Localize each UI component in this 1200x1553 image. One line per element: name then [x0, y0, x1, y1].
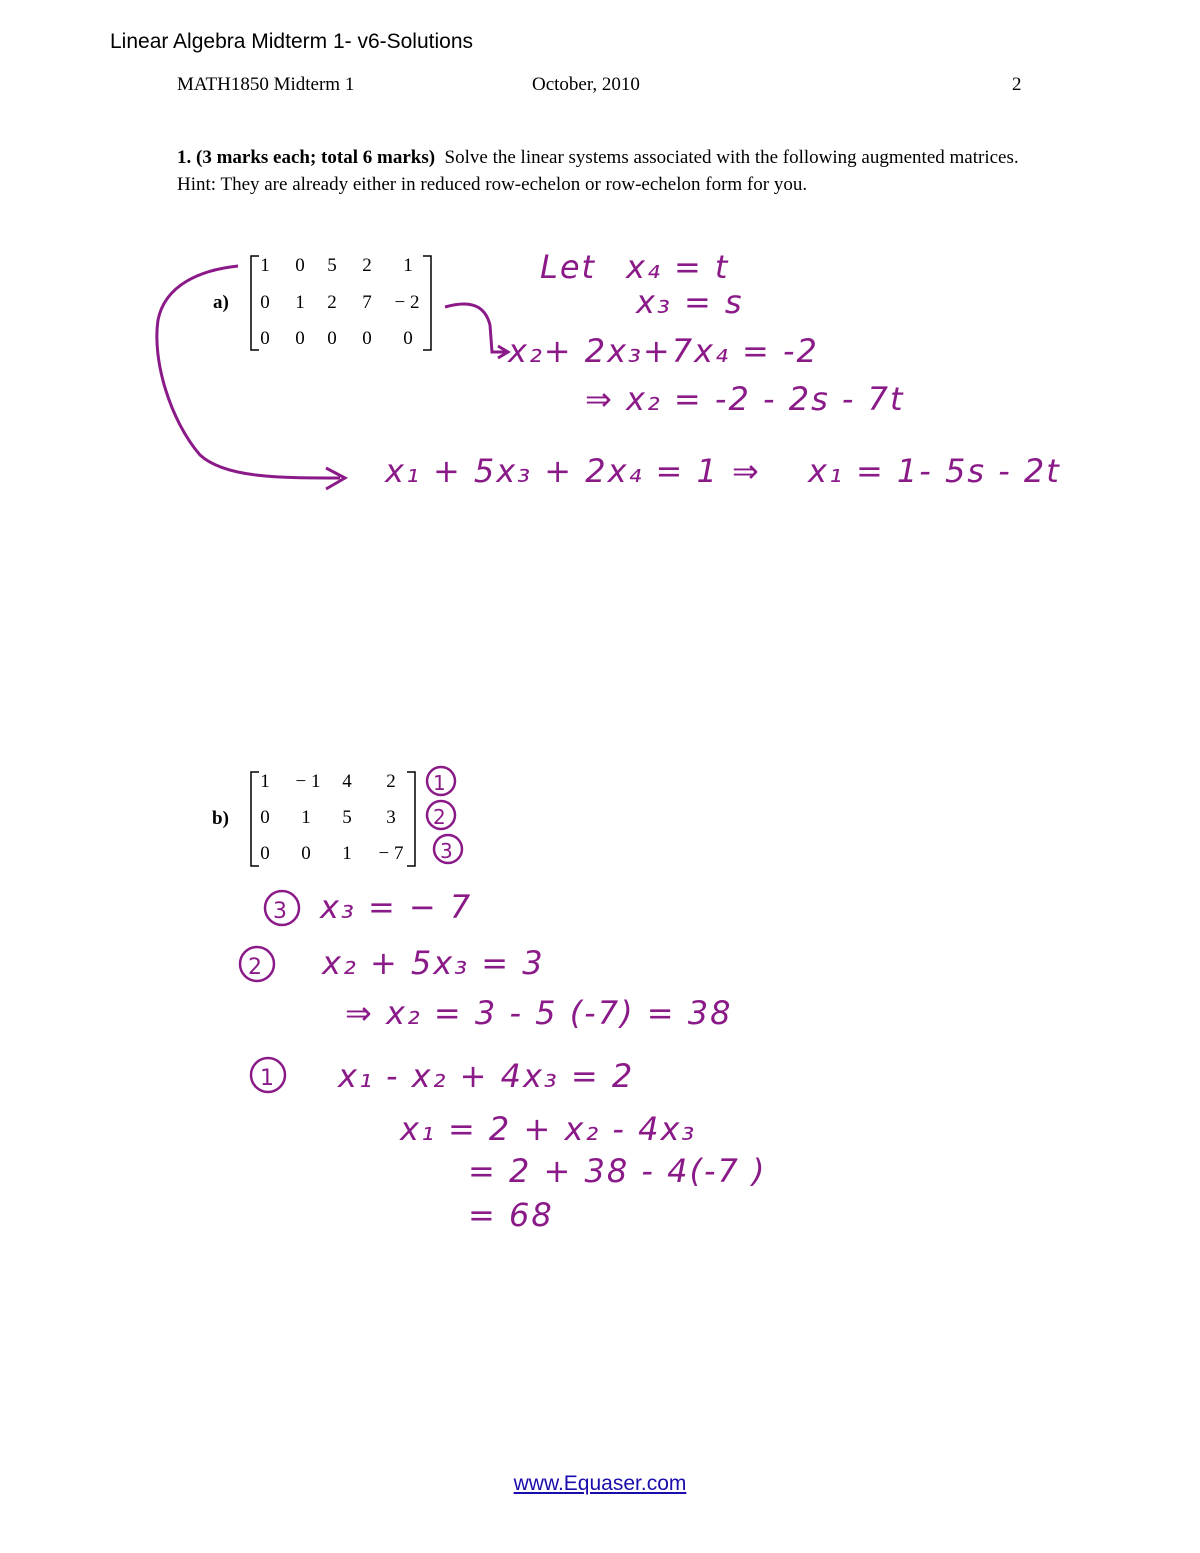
hw-row2-equation-b: x₂ + 5x₃ = 3 — [322, 944, 545, 982]
hw-x2-solution: ⇒ x₂ = -2 - 2s - 7t — [585, 380, 905, 418]
matrix-cell: 1 — [301, 807, 311, 828]
matrix-cell: 2 — [386, 771, 396, 792]
matrix-cell: 1 — [295, 292, 305, 313]
matrix-cell: 1 — [342, 843, 352, 864]
question-number: 1. — [177, 147, 192, 168]
hw-x1-solution: x₁ = 1- 5s - 2t — [808, 452, 1061, 490]
matrix-cell: 0 — [260, 807, 270, 828]
matrix-cell: 5 — [342, 807, 352, 828]
hw-row2-equation: x₂+ 2x₃+7x₄ = -2 — [508, 332, 819, 370]
course-header: MATH1850 Midterm 1 — [177, 74, 355, 95]
row-marker-label: 1 — [433, 771, 448, 795]
matrix-cell: 2 — [362, 255, 372, 276]
part-a-label: a) — [213, 292, 229, 313]
matrix-cell: 0 — [362, 328, 372, 349]
matrix-cell: 1 — [260, 255, 270, 276]
row-marker-label: 2 — [433, 805, 448, 829]
matrix-cell: 7 — [362, 292, 372, 313]
hw-x1-substitution: = 2 + 38 - 4(-7 ) — [468, 1152, 767, 1190]
question-marks: (3 marks each; total 6 marks) — [196, 147, 436, 168]
hw-x2-value: ⇒ x₂ = 3 - 5 (-7) = 38 — [345, 994, 733, 1032]
hw-x4-eq-t: x₄ = t — [626, 248, 730, 286]
matrix-cell: 0 — [260, 843, 270, 864]
hw-let: Let — [540, 248, 597, 286]
document-title: Linear Algebra Midterm 1- v6-Solutions — [110, 30, 474, 53]
matrix-cell: 0 — [327, 328, 337, 349]
matrix-cell: 2 — [327, 292, 337, 313]
matrix-cell: − 2 — [394, 292, 420, 313]
footer-website-link[interactable]: www.Equaser.com — [513, 1472, 687, 1495]
loop-arrow-icon — [157, 266, 340, 478]
row-marker-label: 3 — [440, 839, 455, 863]
matrix-cell: 0 — [301, 843, 311, 864]
matrix-cell: 4 — [342, 771, 352, 792]
hw-row1-equation: x₁ + 5x₃ + 2x₄ = 1 — [385, 452, 719, 490]
hw-implies: ⇒ — [732, 452, 761, 490]
hw-x3-eq-s: x₃ = s — [636, 283, 744, 321]
matrix-cell: 0 — [295, 255, 305, 276]
matrix-cell: 0 — [260, 328, 270, 349]
question-text: Solve the linear systems associated with the following augmented matrices. Hint: They are already either in reduced row-echelon or row-echelon form for you. — [177, 147, 1019, 195]
step-marker-label: 3 — [273, 899, 289, 924]
step-marker-label: 2 — [248, 955, 264, 980]
matrix-cell: 0 — [403, 328, 413, 349]
matrix-cell: 1 — [260, 771, 270, 792]
matrix-cell: 0 — [295, 328, 305, 349]
hw-x1-expression: x₁ = 2 + x₂ - 4x₃ — [400, 1110, 697, 1148]
matrix-cell: 1 — [403, 255, 413, 276]
bent-arrow-icon — [445, 304, 505, 352]
matrix-cell: 3 — [386, 807, 396, 828]
step-marker-label: 1 — [260, 1066, 276, 1091]
page-number: 2 — [1012, 74, 1022, 95]
part-b-label: b) — [212, 808, 229, 829]
date-header: October, 2010 — [532, 74, 640, 95]
hw-row1-equation-b: x₁ - x₂ + 4x₃ = 2 — [338, 1057, 635, 1095]
matrix-cell: 5 — [327, 255, 337, 276]
matrix-cell: 0 — [260, 292, 270, 313]
matrix-cell: − 7 — [378, 843, 404, 864]
hw-x1-result: = 68 — [468, 1196, 554, 1234]
hw-x3-value: x₃ = − 7 — [320, 888, 473, 926]
matrix-cell: − 1 — [295, 771, 321, 792]
